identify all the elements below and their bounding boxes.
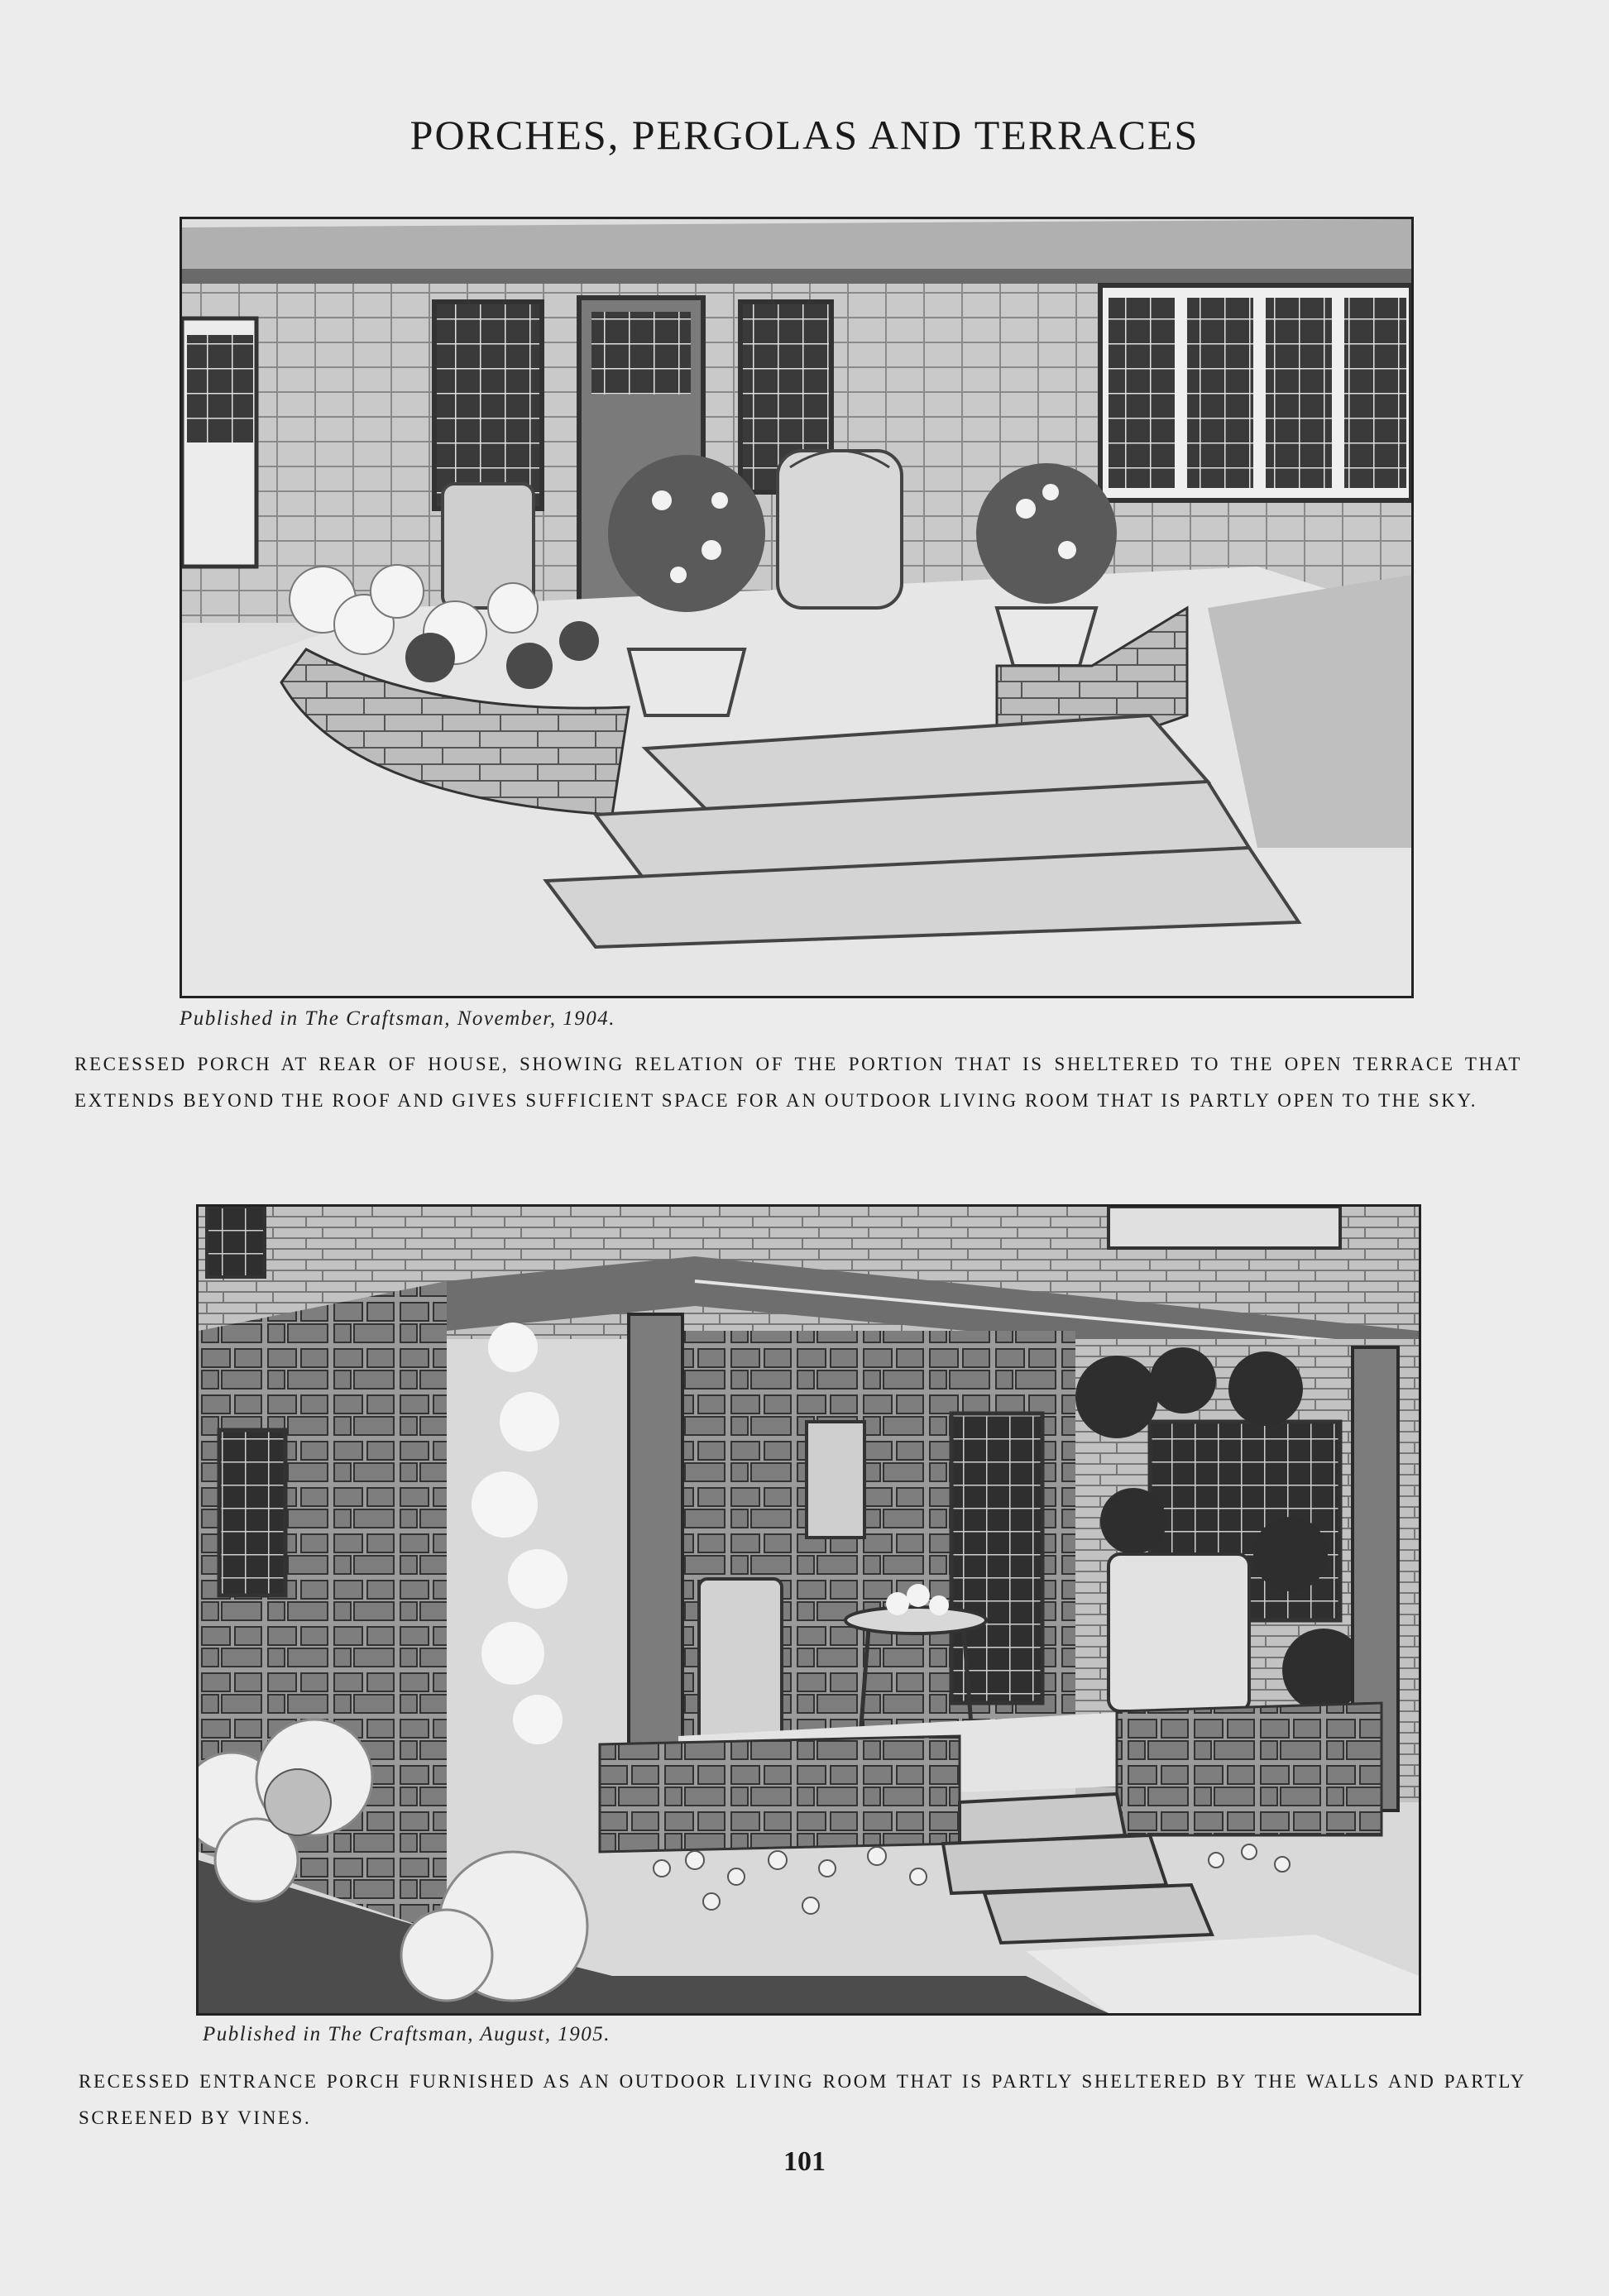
page-number: 101 bbox=[783, 2146, 826, 2177]
figure-1-credit: Published in The Craftsman, November, 1904. bbox=[180, 1007, 615, 1030]
illustration-entrance-porch bbox=[196, 1204, 1421, 2016]
entrance-porch-drawing bbox=[199, 1207, 1419, 2013]
figure-2-credit: Published in The Craftsman, August, 1905. bbox=[203, 2023, 611, 2045]
figure-2-caption: RECESSED ENTRANCE PORCH FURNISHED AS AN OUTDOOR LIVING ROOM THAT IS PARTLY SHELTERED BY THE WALLS AND PARTLY SCREENED BY VINES. bbox=[79, 2071, 1526, 2128]
page-title: PORCHES, PERGOLAS AND TERRACES bbox=[409, 112, 1200, 158]
figure-1-caption: RECESSED PORCH AT REAR OF HOUSE, SHOWING RELATION OF THE PORTION THAT IS SHELTERED TO THE OPEN TERRACE THAT EXTENDS BEYOND THE ROOF AND GIVES SUFFICIENT SPACE FOR AN OUTDOOR LIVING ROOM THAT IS PARTLY OPEN TO THE SKY. bbox=[74, 1054, 1522, 1111]
illustration-rear-porch bbox=[180, 217, 1414, 998]
rear-porch-drawing bbox=[182, 219, 1411, 996]
